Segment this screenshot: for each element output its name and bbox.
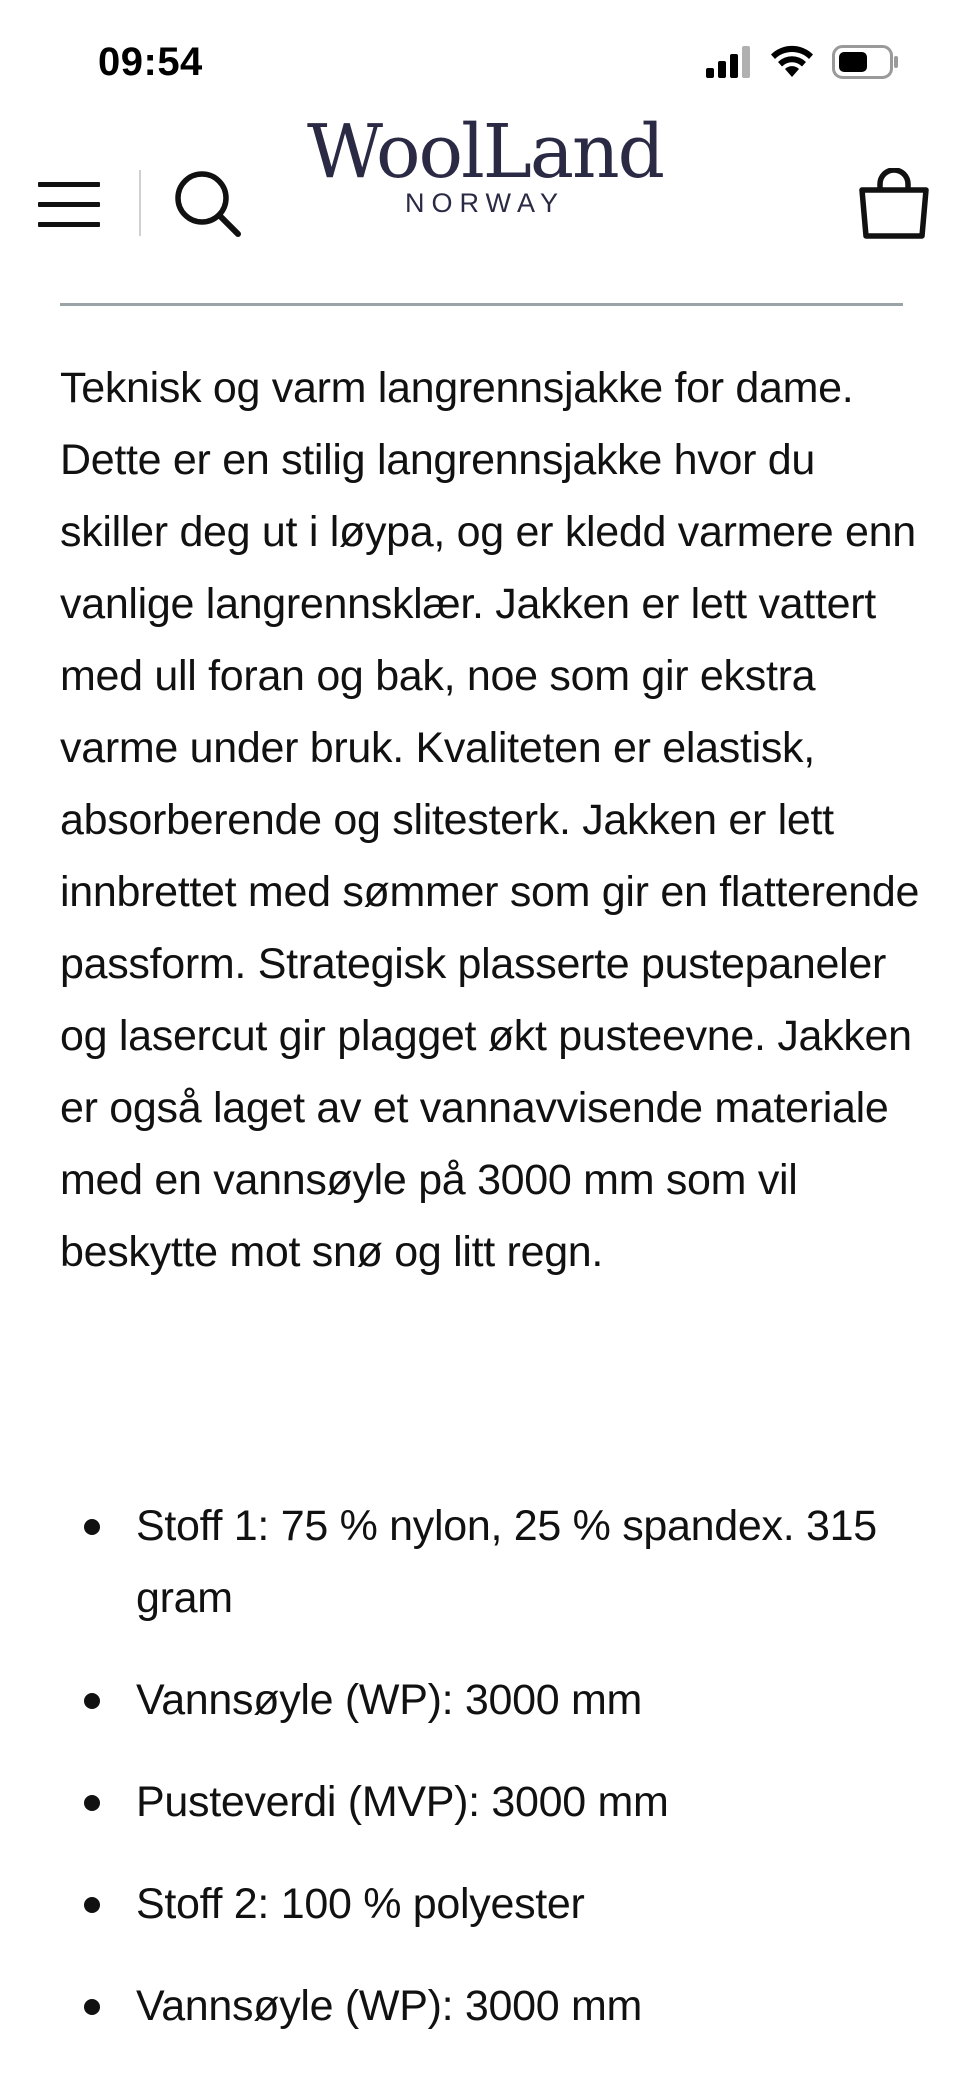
bullet-icon (84, 1795, 100, 1811)
shopping-bag-icon (858, 168, 930, 240)
bullet-icon (84, 1693, 100, 1709)
spec-text: Vannsøyle (WP): 3000 mm (136, 1982, 643, 2030)
spec-text: Stoff 2: 100 % polyester (136, 1880, 585, 1928)
logo-subtitle: NORWAY (404, 188, 565, 218)
spec-text: Pusteverdi (MVP): 3000 mm (136, 1778, 669, 1826)
search-button[interactable] (172, 168, 242, 238)
status-icons (706, 45, 900, 79)
logo-wordmark: WoolLand (306, 109, 664, 195)
brand-logo[interactable] (295, 110, 675, 230)
spec-item (60, 1868, 920, 1940)
spec-item (60, 1490, 920, 1634)
bullet-icon (84, 1999, 100, 2015)
section-divider (60, 303, 903, 306)
site-header (0, 110, 960, 260)
search-icon (172, 168, 242, 238)
header-divider (139, 170, 141, 236)
bullet-icon (84, 1897, 100, 1913)
spec-item (60, 1766, 920, 1838)
bullet-icon (84, 1519, 100, 1535)
product-description: Teknisk og varm langrennsjakke for dame. Dette er en stilig langrennsjakke hvor du skiller deg ut i løypa, og er kledd varmere enn vanlige langrennsklær. Jakken er lett vattert med ull foran og bak, noe som gir ekstra varme under bruk. Kvaliteten er elastisk, absorberende og slitesterk. Jakken er lett innbrettet med sømmer som gir en flatterende passform. Strategisk plasserte pustepaneler og lasercut gir plagget økt pusteevne. Jakken er også laget av et vannavvisende materiale med en vannsøyle på 3000 mm som vil beskytte mot snø og litt regn. (60, 364, 920, 1276)
product-specs-list (60, 1490, 920, 2072)
menu-button[interactable] (38, 180, 100, 228)
signal-icon (706, 46, 752, 78)
spec-text: Vannsøyle (WP): 3000 mm (136, 1676, 643, 1724)
hamburger-icon (38, 180, 100, 228)
battery-icon (832, 45, 900, 79)
status-bar (0, 0, 960, 120)
spec-item (60, 1664, 920, 1736)
cart-button[interactable] (858, 168, 930, 240)
wifi-icon (770, 45, 814, 79)
spec-item (60, 1970, 920, 2042)
status-time: 09:54 (98, 40, 203, 84)
spec-text: Stoff 1: 75 % nylon, 25 % spandex. 315 gram (136, 1502, 877, 1622)
